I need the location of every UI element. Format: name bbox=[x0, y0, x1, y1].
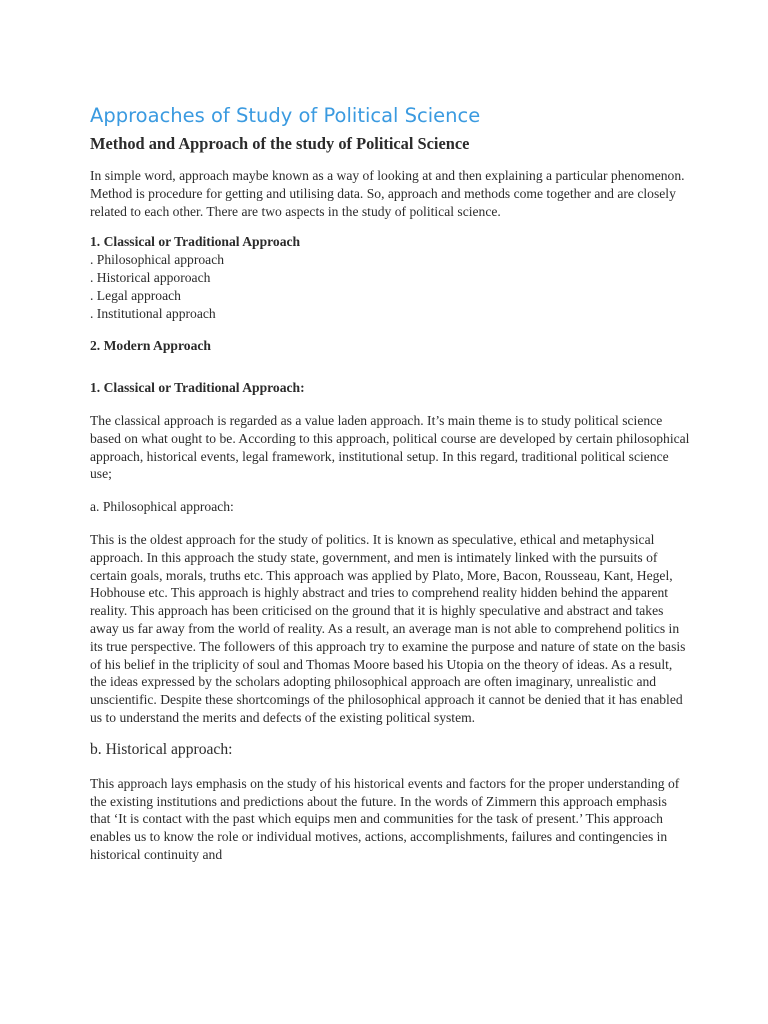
classical-approach-list bbox=[90, 251, 690, 322]
list-item: . Legal approach bbox=[90, 287, 181, 303]
page-subtitle: Method and Approach of the study of Political Science bbox=[90, 134, 470, 153]
page-title: Approaches of Study of Political Science bbox=[90, 104, 481, 127]
intro-paragraph: In simple word, approach maybe known as a way of looking at and then explaining a particular phenomenon. Method is procedure for getting and utilising data. So, approach and methods come together and are closely related to each other. There are two aspects in the study of political science. bbox=[90, 168, 685, 219]
modern-approach-heading: 2. Modern Approach bbox=[90, 338, 211, 354]
classical-paragraph: The classical approach is regarded as a value laden approach. It’s main theme is to study political science based on what ought to be. According to this approach, political course are developed by certain philosophical approach, historical events, legal framework, institutional setup. In this regard, traditional political science use; bbox=[90, 412, 690, 482]
historical-heading: b. Historical approach: bbox=[90, 740, 233, 758]
historical-paragraph: This approach lays emphasis on the study of his historical events and factors for the proper understanding of the existing institutions and predictions about the future. In the words of Zimmern this approach emphasis that ‘It is contact with the past which equips men and communities for the task of present.’ This approach enables us to know the role or individual motives, actions, accomplishments, failures and contingencies in historical continuity and bbox=[90, 775, 680, 862]
classical-section-heading: 1. Classical or Traditional Approach: bbox=[90, 380, 305, 396]
document-page bbox=[90, 104, 690, 864]
philosophical-heading: a. Philosophical approach: bbox=[90, 499, 234, 515]
list-item: . Philosophical approach bbox=[90, 252, 225, 268]
philosophical-paragraph: This is the oldest approach for the study of politics. It is known as speculative, ethical and metaphysical approach. In this approach the study state, government, and men is intimately linked with the pursuits of certain goals, morals, truths etc. This approach was applied by Plato, More, Bacon, Rousseau, Kant, Hegel, Hobhouse etc. This approach is highly abstract and tries to comprehend reality hidden behind the apparent reality. This approach has been criticised on the ground that it is highly speculative and abstract and takes away us far away from the world of reality. As a result, an average man is not able to comprehend politics in its true perspective. The followers of this approach try to examine the purpose and nature of state on the basis of his belief in the triplicity of soul and Thomas Moore based his Utopia on the theory of ideas. As a result, the ideas expressed by the scholars adopting philosophical approach are often imaginary, unrealistic and unscientific. Despite these shortcomings of the philosophical approach it cannot be denied that it has enabled us to understand the merits and defects of the existing political system. bbox=[90, 531, 686, 725]
list-item: . Historical apporoach bbox=[90, 269, 211, 285]
classical-list-heading: 1. Classical or Traditional Approach bbox=[90, 234, 301, 250]
list-item: . Institutional approach bbox=[90, 305, 216, 321]
